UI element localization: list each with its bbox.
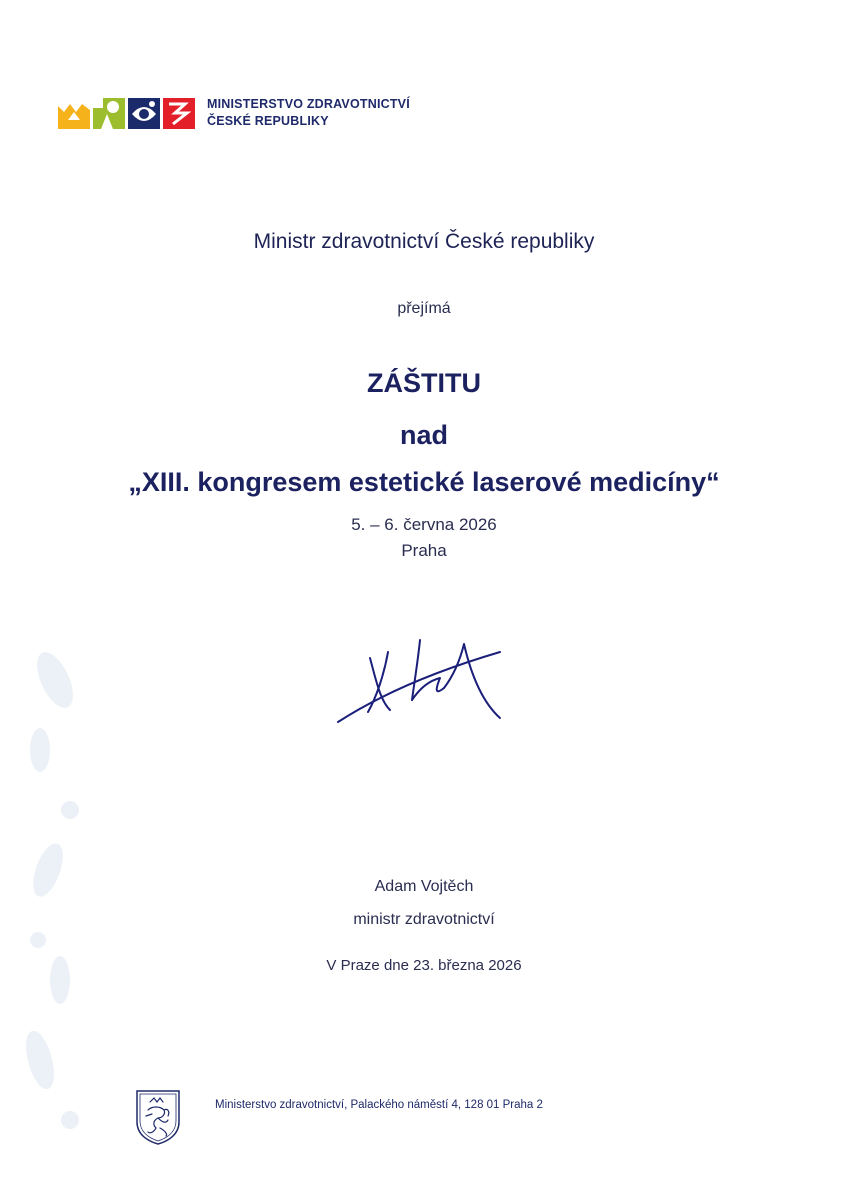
ministry-name-line2: ČESKÉ REPUBLIKY [207, 114, 329, 128]
ministry-name-line1: MINISTERSTVO ZDRAVOTNICTVÍ [207, 97, 410, 111]
logo-tile-red-icon [163, 98, 195, 129]
ministry-logo [58, 96, 410, 130]
event-name: „XIII. kongresem estetické laserové medicíny“ [128, 467, 720, 497]
footer-address: Ministerstvo zdravotnictví, Palackého náměstí 4, 128 01 Praha 2 [215, 1099, 543, 1111]
event-place: Praha [401, 541, 447, 560]
logo-tile-green-icon [93, 98, 125, 129]
logo-tile-blue-icon [128, 98, 160, 129]
event-dates: 5. – 6. června 2026 [351, 515, 497, 534]
ministry-name [207, 96, 410, 130]
logo-tile-yellow-icon [58, 98, 90, 129]
signer-role: ministr zdravotnictví [353, 911, 495, 928]
handwritten-signature [332, 630, 512, 730]
patronage-heading: ZÁŠTITU [367, 368, 481, 398]
czech-lion-emblem-icon [134, 1088, 182, 1146]
minister-title: Ministr zdravotnictví České republiky [253, 230, 595, 253]
signer-name: Adam Vojtěch [374, 878, 474, 895]
issue-date: V Praze dne 23. března 2026 [326, 957, 522, 974]
watermark-graphic [10, 640, 100, 1160]
over-text: nad [399, 420, 448, 450]
logo-tiles [58, 98, 195, 129]
accepts-text: přejímá [397, 300, 451, 317]
